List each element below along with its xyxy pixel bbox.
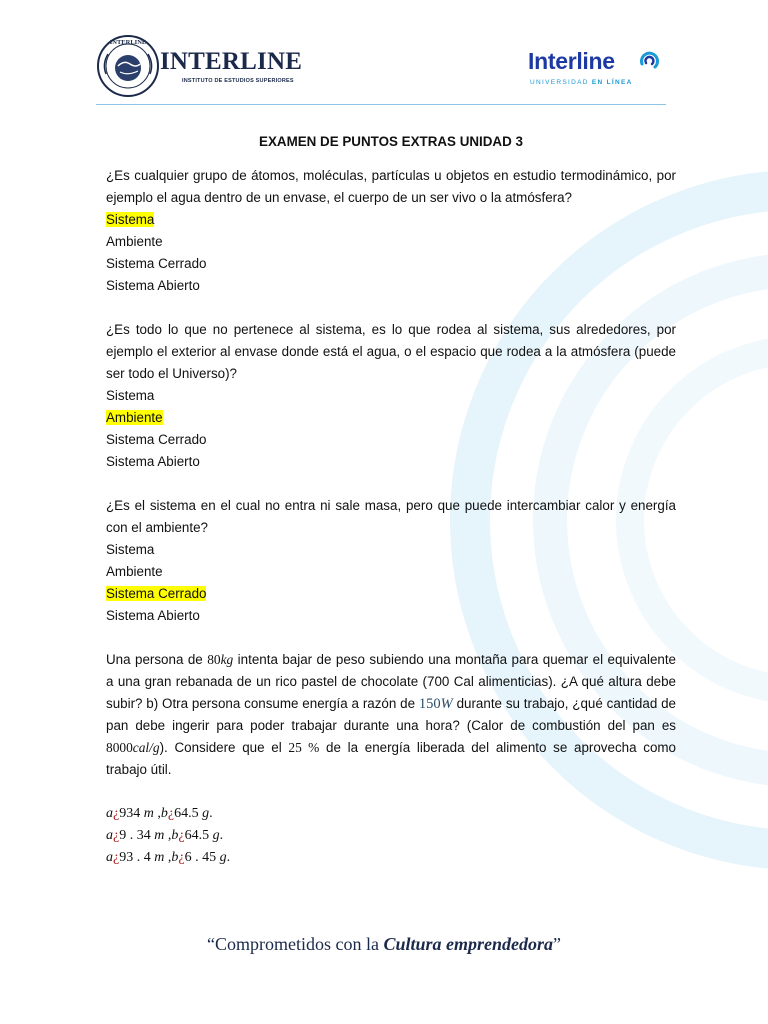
- token-g: g: [212, 828, 220, 843]
- token-b: b: [160, 806, 168, 821]
- q3-option-2: Ambiente: [106, 564, 163, 579]
- footer-text: “Comprometidos con la: [207, 934, 384, 954]
- q3-option-4: Sistema Abierto: [106, 608, 200, 623]
- question-1: [106, 165, 676, 297]
- answer-3-a: 93 . 4: [119, 850, 151, 865]
- q2-selected-answer: Ambiente: [106, 410, 163, 425]
- q4-part-5: de la energía liberada del alimento se aprovecha como trabajo útil.: [106, 740, 676, 777]
- university-subtitle-a: UNIVERSIDAD: [530, 79, 592, 86]
- token-comma: ,: [164, 828, 172, 843]
- seal-text: INTERLINE: [109, 39, 147, 46]
- q3-option-1: Sistema: [106, 542, 155, 557]
- token-g: g: [202, 806, 210, 821]
- footer-quote-close: ”: [553, 934, 561, 954]
- q4-heat-unit: cal/g: [132, 740, 160, 755]
- q4-power-unit: W: [440, 696, 453, 712]
- token-inv: ¿: [113, 850, 120, 865]
- answer-line-2: [106, 825, 676, 847]
- university-subtitle: [530, 79, 633, 86]
- q2-option-4: Sistema Abierto: [106, 454, 200, 469]
- q4-heat-value: 8000: [106, 740, 133, 755]
- university-subtitle-b: EN LÍNEA: [591, 79, 633, 86]
- header-divider: [96, 104, 666, 105]
- q1-option-3: Sistema Cerrado: [106, 256, 207, 271]
- answer-2-a: 9 . 34: [119, 828, 151, 843]
- q2-option-2: [106, 407, 676, 429]
- token-m: m: [154, 850, 165, 865]
- q4-mass-unit: kg: [220, 652, 234, 667]
- institute-seal-icon: [96, 34, 160, 98]
- token-inv: ¿: [113, 828, 120, 843]
- answer-3-b: 6 . 45: [184, 850, 217, 865]
- q4-part-1: Una persona de: [106, 652, 208, 667]
- answer-1-b: 64.5: [174, 806, 199, 821]
- token-inv: ¿: [178, 828, 185, 843]
- q1-option-1: [106, 209, 676, 231]
- token-m: m: [143, 806, 154, 821]
- answer-line-3: [106, 847, 676, 869]
- token-b: b: [171, 850, 179, 865]
- q4-part-4: ). Considere que el: [159, 740, 289, 755]
- answer-line-1: [106, 803, 676, 825]
- q2-option-3: Sistema Cerrado: [106, 432, 207, 447]
- q4-power-value: 150: [418, 696, 441, 712]
- footer-slogan: [0, 934, 768, 955]
- token-m: m: [154, 828, 165, 843]
- token-comma: ,: [153, 806, 161, 821]
- token-end: .: [209, 806, 213, 821]
- exam-content: [106, 131, 676, 869]
- q3-selected-answer: Sistema Cerrado: [106, 586, 207, 601]
- question-2: [106, 319, 676, 473]
- q4-power: [419, 696, 453, 712]
- token-b: b: [171, 828, 179, 843]
- token-a: a: [106, 828, 113, 843]
- question-3: [106, 495, 676, 627]
- token-inv: ¿: [113, 806, 120, 821]
- token-end: .: [219, 828, 224, 843]
- q3-option-3: [106, 583, 676, 605]
- interline-university-logo: [528, 48, 668, 92]
- token-g: g: [219, 850, 227, 865]
- answer-2-b: 64.5: [184, 828, 210, 843]
- q1-option-4: Sistema Abierto: [106, 278, 200, 293]
- question-4-text: [106, 649, 676, 781]
- footer-emphasis: Cultura emprendedora: [383, 934, 553, 954]
- answer-1-a: 934: [119, 806, 141, 821]
- q4-mass: [207, 652, 233, 667]
- exam-title: EXAMEN DE PUNTOS EXTRAS UNIDAD 3: [259, 134, 523, 149]
- q4-part-3: durante su trabajo, ¿qué cantidad de pan debe ingerir para poder trabajar durante una hora? (Calor de combustión del pan es: [106, 696, 676, 733]
- token-comma: ,: [164, 850, 172, 865]
- token-a: a: [106, 850, 113, 865]
- q4-heat: [106, 740, 160, 755]
- q1-option-2: Ambiente: [106, 234, 163, 249]
- q4-percent: 25 %: [288, 740, 320, 755]
- university-name: Interline: [528, 48, 615, 74]
- q4-mass-value: 80: [207, 652, 221, 667]
- q4-part-2: intenta bajar de peso subiendo una montaña para quemar el equivalente a una gran rebanada de un rico pastel de chocolate (700 Cal alimenticias). ¿A qué altura debe subir? b) Otra persona consume energía a razón de: [106, 652, 677, 711]
- q1-selected-answer: Sistema: [106, 212, 155, 227]
- token-inv: ¿: [167, 806, 175, 821]
- question-2-text: ¿Es todo lo que no pertenece al sistema, es lo que rodea al sistema, sus alrededores, por ejemplo el exterior al envase donde está el agua, o el espacio que rodea a la atmósfera (puede ser todo el Universo)?: [106, 322, 676, 381]
- question-3-text: ¿Es el sistema en el cual no entra ni sale masa, pero que puede intercambiar calor y energía con el ambiente?: [106, 498, 676, 535]
- swirl-icon: [638, 50, 660, 72]
- institute-subtitle: INSTITUTO DE ESTUDIOS SUPERIORES: [182, 78, 294, 84]
- interline-institute-logo: [96, 34, 303, 98]
- q2-option-1: Sistema: [106, 388, 155, 403]
- token-a: a: [106, 806, 113, 821]
- question-1-text: ¿Es cualquier grupo de átomos, moléculas, partículas u objetos en estudio termodinámico, por ejemplo el agua dentro de un envase, el cuerpo de un ser vivo o la atmósfera?: [106, 168, 676, 205]
- token-inv: ¿: [178, 850, 185, 865]
- token-end: .: [226, 850, 231, 865]
- question-4: [106, 649, 676, 781]
- answer-options: [106, 803, 676, 869]
- institute-name: INTERLINE: [160, 48, 303, 75]
